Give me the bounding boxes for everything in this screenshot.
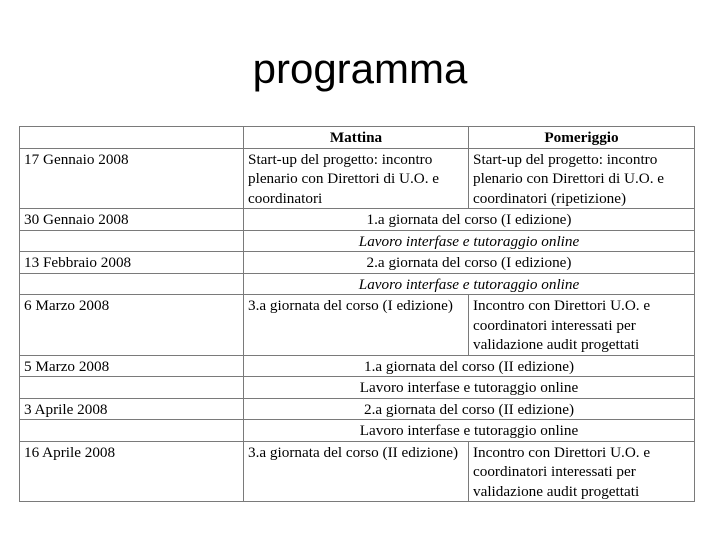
date-cell: 17 Gennaio 2008	[20, 148, 244, 209]
morning-cell: 3.a giornata del corso (I edizione)	[244, 295, 469, 356]
full-day-cell: Lavoro interfase e tutoraggio online	[244, 273, 695, 295]
date-cell: 30 Gennaio 2008	[20, 209, 244, 231]
table-row	[20, 420, 695, 442]
date-cell: 5 Marzo 2008	[20, 355, 244, 377]
afternoon-cell: Incontro con Direttori U.O. e coordinatori interessati per validazione audit progettati	[469, 295, 695, 356]
header-pomeriggio: Pomeriggio	[469, 127, 695, 149]
morning-cell: 3.a giornata del corso (II edizione)	[244, 441, 469, 502]
schedule-table	[19, 126, 695, 502]
table-row	[20, 295, 695, 356]
date-cell	[20, 230, 244, 252]
table-row	[20, 209, 695, 231]
table-row	[20, 441, 695, 502]
full-day-cell: 2.a giornata del corso (II edizione)	[244, 398, 695, 420]
afternoon-cell: Incontro con Direttori U.O. e coordinatori interessati per validazione audit progettati	[469, 441, 695, 502]
full-day-cell: 1.a giornata del corso (II edizione)	[244, 355, 695, 377]
full-day-cell: Lavoro interfase e tutoraggio online	[244, 230, 695, 252]
full-day-cell: Lavoro interfase e tutoraggio online	[244, 377, 695, 399]
full-day-cell: 1.a giornata del corso (I edizione)	[244, 209, 695, 231]
date-cell	[20, 377, 244, 399]
header-date	[20, 127, 244, 149]
table-row	[20, 377, 695, 399]
table-row	[20, 148, 695, 209]
table-row	[20, 252, 695, 274]
afternoon-cell: Start-up del progetto: incontro plenario con Direttori di U.O. e coordinatori (ripetizione)	[469, 148, 695, 209]
table-row	[20, 273, 695, 295]
date-cell: 16 Aprile 2008	[20, 441, 244, 502]
table-row	[20, 398, 695, 420]
header-mattina: Mattina	[244, 127, 469, 149]
date-cell	[20, 273, 244, 295]
full-day-cell: Lavoro interfase e tutoraggio online	[244, 420, 695, 442]
page-title: programma	[252, 45, 468, 92]
date-cell: 13 Febbraio 2008	[20, 252, 244, 274]
table-row	[20, 355, 695, 377]
morning-cell: Start-up del progetto: incontro plenario con Direttori di U.O. e coordinatori	[244, 148, 469, 209]
table-row	[20, 230, 695, 252]
full-day-cell: 2.a giornata del corso (I edizione)	[244, 252, 695, 274]
date-cell: 6 Marzo 2008	[20, 295, 244, 356]
table-header-row	[20, 127, 695, 149]
date-cell	[20, 420, 244, 442]
date-cell: 3 Aprile 2008	[20, 398, 244, 420]
